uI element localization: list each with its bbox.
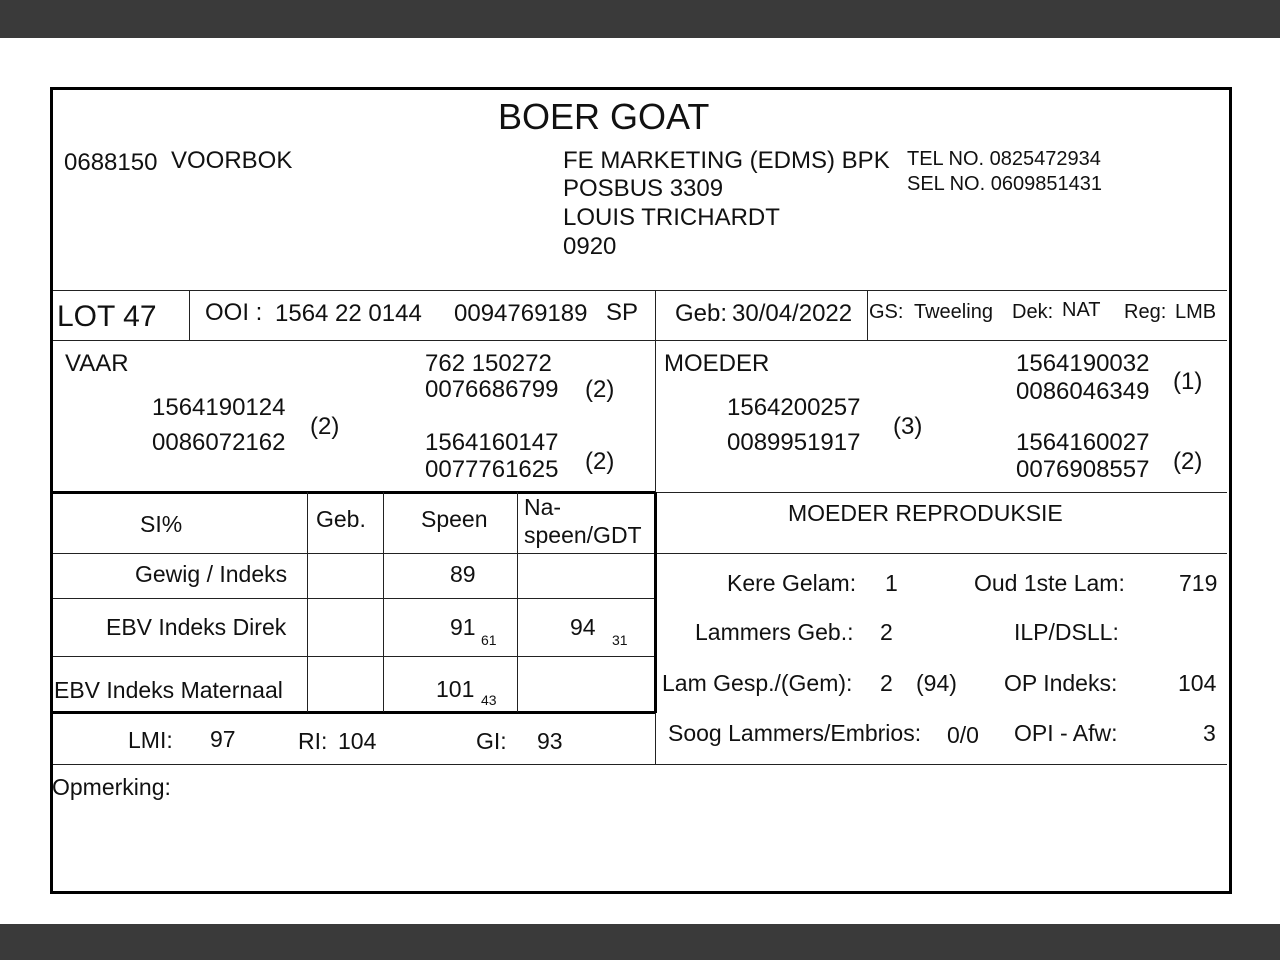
gesp-value: 2 [880, 670, 893, 696]
sire-dam-code: 0077761625 [425, 456, 559, 483]
sire-rank: (2) [310, 413, 340, 440]
dam-sire-code: 0086046349 [1016, 378, 1150, 405]
dam-id: 1564200257 [727, 394, 861, 421]
seller-name: FE MARKETING (EDMS) BPK [563, 147, 890, 174]
rule-header-bottom [53, 290, 1227, 291]
soog-label: Soog Lammers/Embrios: [668, 720, 922, 746]
sire-code: 0086072162 [152, 429, 286, 456]
dam-dam-rank: (2) [1173, 448, 1203, 475]
opi-value: 3 [1203, 720, 1216, 746]
lot-number: LOT 47 [57, 300, 157, 333]
lmi-label: LMI: [128, 727, 173, 753]
birth-label: Geb: [675, 300, 728, 327]
dek-value: NAT [1062, 299, 1101, 321]
si-header-naspeen-2: speen/GDT [524, 522, 642, 548]
sire-sire-rank: (2) [585, 376, 615, 403]
remarks-label: Opmerking: [52, 774, 171, 800]
dam-code: 0089951917 [727, 429, 861, 456]
dam-dam-code: 0076908557 [1016, 456, 1150, 483]
rule-pedigree-bottom [655, 492, 1227, 493]
rule-si-bottom [52, 711, 656, 714]
animal-category: VOORBOK [171, 147, 293, 174]
rule-lot-divider [189, 290, 190, 340]
ri-value: 104 [338, 728, 377, 754]
seller-address-2: LOUIS TRICHARDT [563, 204, 780, 231]
gesp-label: Lam Gesp./(Gem): [662, 670, 853, 696]
rule-si-col1 [307, 492, 308, 712]
seller-address-1: POSBUS 3309 [563, 175, 724, 202]
rule-si-row2 [53, 656, 655, 657]
oud-value: 719 [1179, 570, 1218, 596]
animal-id: 0688150 [64, 149, 158, 176]
lammers-label: Lammers Geb.: [695, 619, 854, 645]
rule-lot-bottom [53, 340, 1227, 341]
sire-label: VAAR [65, 350, 129, 377]
ooi-value: 1564 22 0144 [275, 300, 422, 327]
sire-sire-id: 762 150272 [425, 350, 552, 377]
si-header-naspeen-1: Na- [524, 494, 562, 520]
kere-value: 1 [885, 570, 898, 596]
soog-value: 0/0 [947, 722, 979, 748]
oud-label: Oud 1ste Lam: [974, 570, 1125, 596]
dam-dam-id: 1564160027 [1016, 429, 1150, 456]
row-maternaal-speen-sub: 43 [481, 692, 497, 708]
dam-label: MOEDER [664, 350, 770, 377]
row-maternaal-speen: 101 [436, 676, 475, 702]
birth-date: 30/04/2022 [732, 300, 853, 327]
gs-value: Tweeling [914, 301, 993, 323]
sire-id: 1564190124 [152, 394, 286, 421]
lmi-value: 97 [210, 726, 236, 752]
row-direk-speen: 91 [450, 614, 476, 640]
opi-label: OPI - Afw: [1014, 720, 1118, 746]
row-maternaal-label: EBV Indeks Maternaal [54, 677, 283, 703]
ilp-label: ILP/DSLL: [1014, 619, 1119, 645]
si-header-geb: Geb. [316, 506, 366, 532]
ri-label: RI: [298, 728, 328, 754]
bottom-bar [0, 924, 1280, 960]
kere-label: Kere Gelam: [727, 570, 857, 596]
lammers-value: 2 [880, 619, 893, 645]
gesp-gem: (94) [916, 670, 957, 696]
dam-sire-id: 1564190032 [1016, 350, 1150, 377]
rule-indices-bottom [53, 764, 1227, 765]
dek-label: Dek: [1012, 301, 1054, 323]
gs-label: GS: [869, 301, 904, 323]
rule-si-right [654, 492, 657, 713]
row-direk-label: EBV Indeks Direk [106, 614, 287, 640]
top-bar [0, 0, 1280, 38]
si-header-speen: Speen [421, 506, 488, 532]
reproduction-title: MOEDER REPRODUKSIE [788, 500, 1063, 526]
dam-rank: (3) [893, 413, 923, 440]
ooi-code: 0094769189 [454, 300, 588, 327]
sire-sire-code: 0076686799 [425, 376, 559, 403]
rule-si-top [52, 491, 656, 494]
seller-postcode: 0920 [563, 233, 617, 260]
rule-si-col2 [383, 492, 384, 712]
ooi-suffix: SP [606, 299, 639, 326]
rule-si-header-bottom [53, 553, 1227, 554]
row-direk-naspeen: 94 [570, 614, 596, 640]
dam-sire-rank: (1) [1173, 368, 1203, 395]
sire-dam-rank: (2) [585, 448, 615, 475]
reg-label: Reg: [1124, 301, 1167, 323]
rule-si-col3 [517, 492, 518, 712]
row-gewig-label: Gewig / Indeks [135, 561, 288, 587]
card-title: BOER GOAT [498, 96, 710, 137]
op-label: OP Indeks: [1004, 670, 1118, 696]
rule-gs-divider [867, 290, 868, 340]
row-gewig-speen: 89 [450, 561, 476, 587]
gi-value: 93 [537, 728, 563, 754]
si-header-si: SI% [140, 511, 183, 537]
sire-dam-id: 1564160147 [425, 429, 559, 456]
op-value: 104 [1178, 670, 1217, 696]
row-direk-naspeen-sub: 31 [612, 632, 628, 648]
gi-label: GI: [476, 728, 507, 754]
seller-tel: TEL NO. 0825472934 [907, 148, 1101, 170]
row-direk-speen-sub: 61 [481, 632, 497, 648]
seller-sel: SEL NO. 0609851431 [907, 173, 1102, 195]
reg-value: LMB [1175, 301, 1217, 323]
ooi-label: OOI : [205, 299, 263, 326]
rule-si-row1 [53, 598, 655, 599]
